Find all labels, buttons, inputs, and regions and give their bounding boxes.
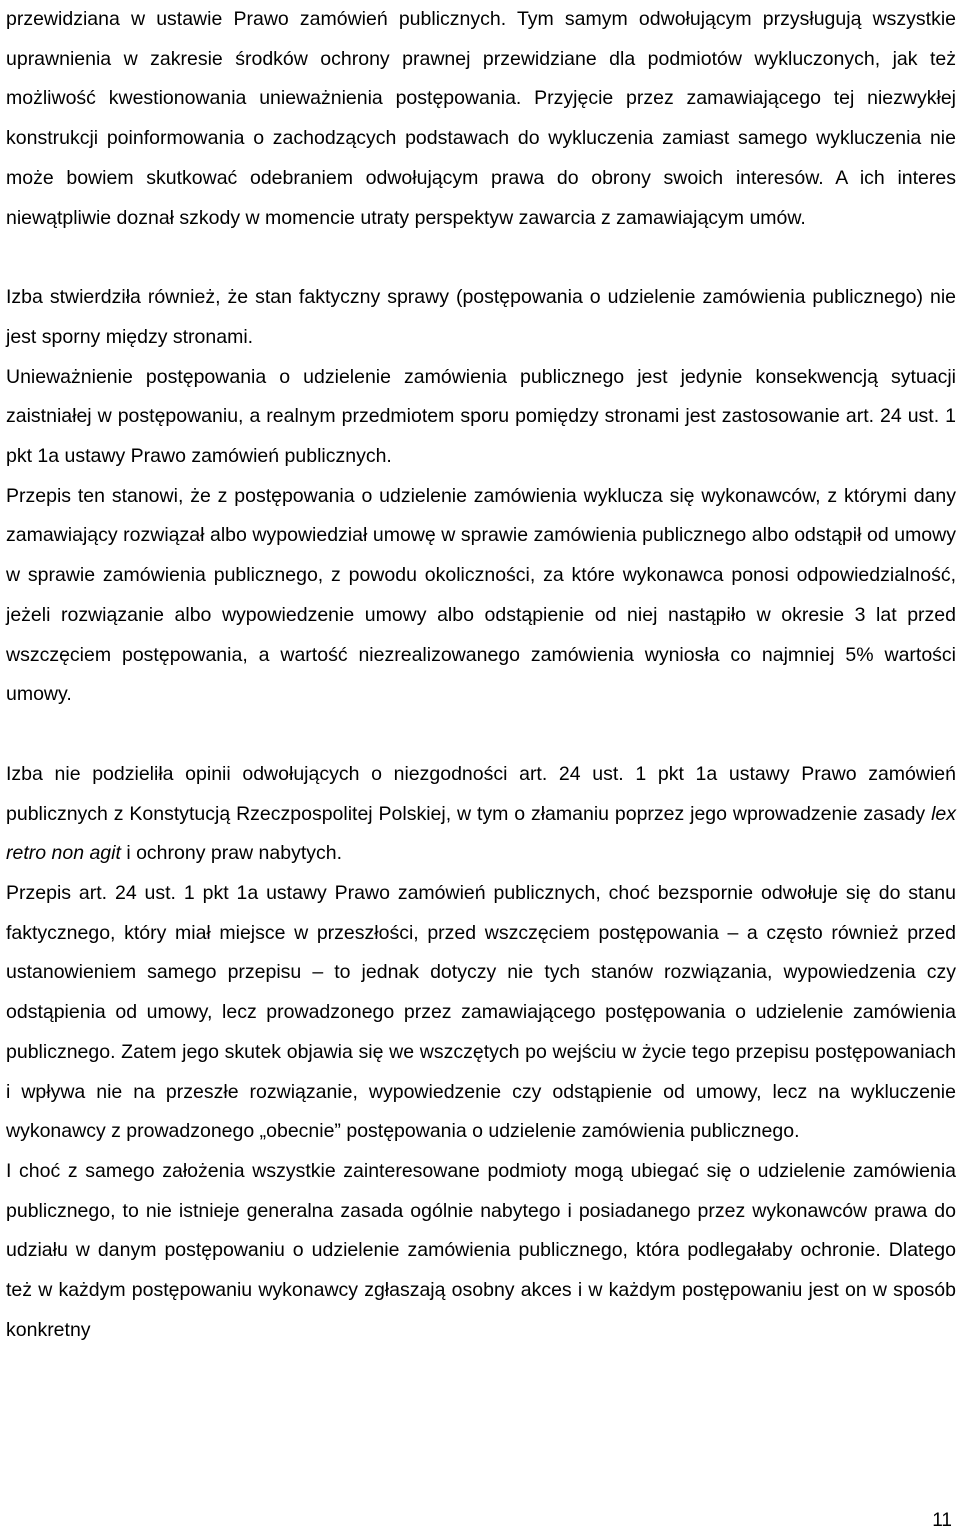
paragraph-provision-content: Przepis ten stanowi, że z postępowania o udzielenie zamówienia wyklucza się wykonawców, z którymi dany zamawiający rozwiązał albo wypowiedział umowę w sprawie zamówienia publicznego albo odstąpił od umowy w sprawie zamówienia publicznego, z powodu okoliczności, za które wykonawca ponosi odpowiedzialność, jeżeli rozwiązanie albo wypowiedzenie umowy albo odstąpienie od niej nastąpiło w okresie 3 lat przed wszczęciem postępowania, a wartość niezrealizowanego zamówienia wyniosła co najmniej 5% wartości umowy. [6, 484, 956, 706]
page-number: 11 [932, 1510, 952, 1531]
document-page [6, 0, 956, 1351]
paragraph-gap [6, 238, 956, 278]
paragraph-acquired-rights: I choć z samego założenia wszystkie zainteresowane podmioty mogą ubiegać się o udzielenie zamówienia publicznego, to nie istnieje generalna zasada ogólnie nabytego i posiadanego przez wykonawców prawa do udziału w danym postępowaniu o udzielenie zamówienia publicznego, która podlegałaby ochronie. Dlatego też w każdym postępowaniu wykonawcy zgłaszają osobny akces i w każdym postępowaniu jest on w sposób konkretny [6, 1159, 956, 1341]
paragraph-temporal-effect: Przepis art. 24 ust. 1 pkt 1a ustawy Prawo zamówień publicznych, choć bezspornie odwołuje się do stanu faktycznego, który miał miejsce w przeszłości, przed wszczęciem postępowania – a często również przed ustanowieniem samego przepisu – to jednak dotyczy nie tych stanów rozwiązania, wypowiedzenia czy odstąpienia od umowy, lecz prowadzonego przez zamawiającego postępowania o udzielenie zamówienia publicznego. Zatem jego skutek objawia się we wszczętych po wejściu w życie tego przepisu postępowaniach i wpływa nie na przeszłe rozwiązanie, wypowiedzenie czy odstąpienie od umowy, lecz na wykluczenie wykonawcy z prowadzonego „obecnie” postępowania o udzielenie zamówienia publicznego. [6, 882, 956, 1143]
paragraph-cancellation: Unieważnienie postępowania o udzielenie zamówienia publicznego jest jedynie konsekwencją sytuacji zaistniałej w postępowaniu, a realnym przedmiotem sporu pomiędzy stronami jest zastosowanie art. 24 ust. 1 pkt 1a ustawy Prawo zamówień publicznych. [6, 365, 956, 468]
opinion-text-before: Izba nie podzieliła opinii odwołujących o niezgodności art. 24 ust. 1 pkt 1a ustawy Prawo zamówień publicznych z Konstytucją Rzeczpospolitej Polskiej, w tym o złamaniu poprzez jego wprowadzenie zasady [6, 762, 956, 825]
paragraph-gap [6, 715, 956, 755]
latin-maxim: lex retro non agit [6, 802, 956, 865]
paragraph-facts-undisputed: Izba stwierdziła również, że stan faktyczny sprawy (postępowania o udzielenie zamówienia publicznego) nie jest sporny między stronami. [6, 286, 956, 348]
paragraph-constitutionality [6, 755, 956, 874]
paragraph-unlawful-exclusion: przewidziana w ustawie Prawo zamówień publicznych. Tym samym odwołującym przysługują wszystkie uprawnienia w zakresie środków ochrony prawnej przewidziane dla podmiotów wykluczonych, jak też możliwość kwestionowania unieważnienia postępowania. Przyjęcie przez zamawiającego tej niezwykłej konstrukcji poinformowania o zachodzących podstawach do wykluczenia zamiast samego wykluczenia nie może bowiem skutkować odebraniem odwołującym prawa do obrony swoich interesów. A ich interes niewątpliwie doznał szkody w momencie utraty perspektyw zawarcia z zamawiającym umów. [6, 8, 956, 229]
opinion-text-after: i ochrony praw nabytych. [120, 842, 343, 865]
